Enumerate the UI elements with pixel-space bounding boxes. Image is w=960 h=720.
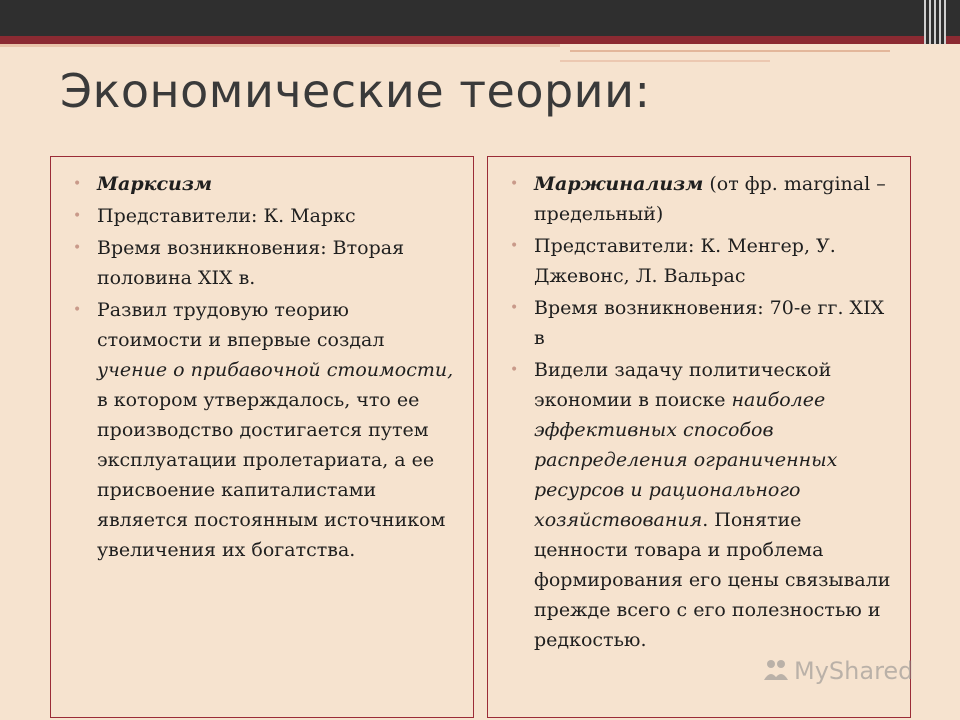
list-item [508,231,892,291]
list-item-text: Маржинализм [534,173,704,195]
marginalism-panel [487,156,914,718]
bullet-icon: • [510,300,519,316]
watermark-text: MyShared [794,657,914,685]
bullet-icon: • [73,302,82,318]
list-item [508,169,892,229]
list-item-text: Развил трудовую теорию стоимости и впервые создал [97,299,385,351]
list-item-text: Время возникновения: Вторая половина XIX в. [97,237,405,289]
list-item [71,201,455,231]
bullet-icon: • [73,240,82,256]
bullet-icon: • [510,362,519,378]
list-item-text: Представители: К. Менгер, У. Джевонс, Л. Вальрас [534,235,836,287]
top-red-band [0,36,960,44]
list-item-text: . Понятие ценности товара и проблема формирования его цены связывали прежде всего с его полезностью и редкостью. [534,509,891,651]
list-item-text: в котором утверждалось, что ее производство достигается путем эксплуатации пролетариата, а ее присвоение капиталистами является постоянным источником увеличения их богатства. [97,389,446,561]
list-item [71,169,455,199]
top-dark-band [0,0,960,36]
accent-line [560,60,770,62]
list-item-text: Время возникновения: 70-е гг. XIX в [534,297,885,349]
list-item [71,295,455,565]
slide-title: Экономические теории: [60,64,651,118]
list-item [71,233,455,293]
bullet-icon: • [73,208,82,224]
accent-line [0,44,560,47]
top-stripes-decoration [924,0,946,44]
accent-line [570,50,890,52]
bullet-icon: • [510,176,519,192]
marginalism-list [508,169,892,655]
list-item-text: (от фр. marginal – предельный) [534,173,886,225]
bullet-icon: • [73,176,82,192]
list-item-text: учение о прибавочной стоимости, [97,359,454,381]
watermark-logo [760,652,930,692]
list-item-text: Видели задачу политической экономии в поиске [534,359,832,411]
list-item [508,293,892,353]
people-icon [762,656,790,684]
list-item [508,355,892,655]
marxism-list [71,169,455,565]
bullet-icon: • [510,238,519,254]
list-item-text: Представители: К. Маркс [97,205,356,227]
marxism-panel [50,156,474,718]
list-item-text: Марксизм [97,173,213,195]
list-item-text: наиболее эффективных способов распределения ограниченных ресурсов и рационального хозяйствования [534,389,838,531]
